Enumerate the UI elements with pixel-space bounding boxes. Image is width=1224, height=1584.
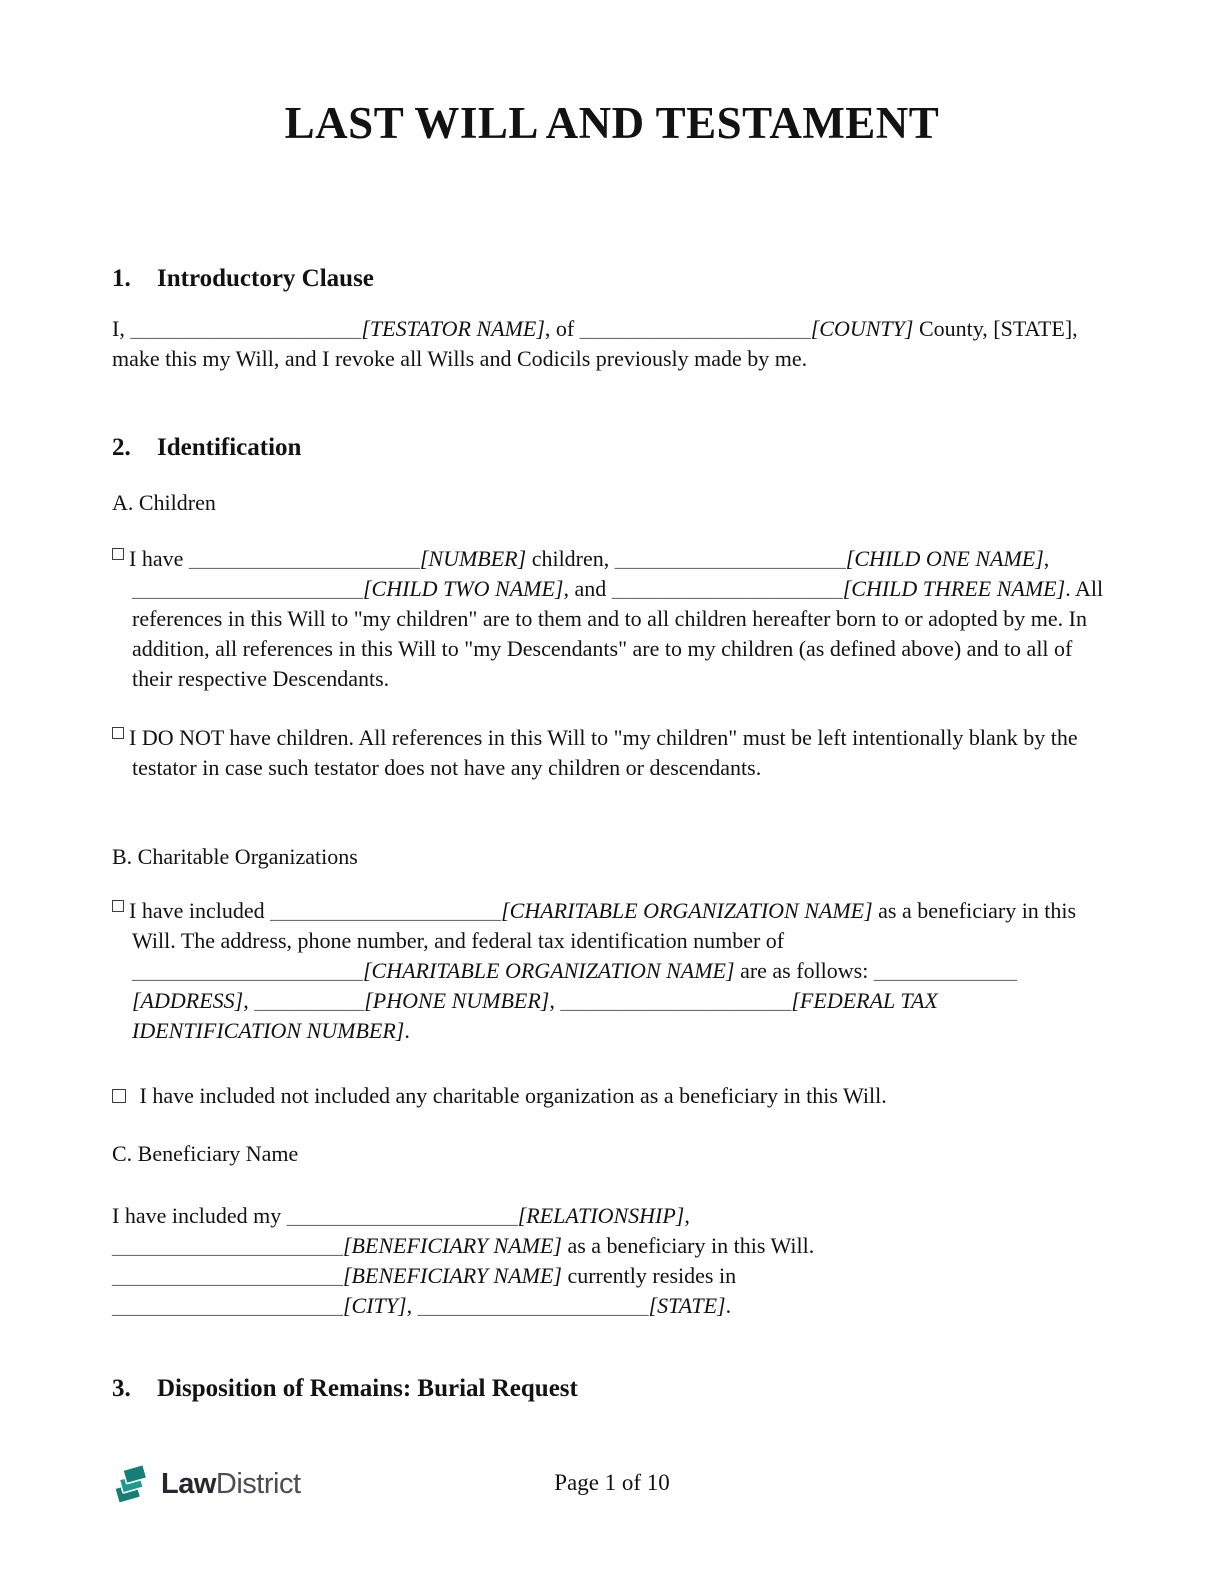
paragraph: I, _____________________[TESTATOR NAME], of _____________________[COUNTY] County, [STATE], make this my Will, and I revoke all Wills and Codicils previously made by me. xyxy=(112,316,1078,371)
placeholder-field: [TESTATOR NAME] xyxy=(361,316,545,341)
lawdistrict-logo xyxy=(112,1464,301,1504)
page-number-label: Page 1 of 10 xyxy=(554,1470,670,1495)
subsection-label: A. Children xyxy=(112,490,216,515)
placeholder-field: [CHILD TWO NAME] xyxy=(363,576,564,601)
placeholder-field: [PHONE NUMBER] xyxy=(364,988,550,1013)
section-heading xyxy=(112,264,1112,294)
subsection-label: B. Charitable Organizations xyxy=(112,844,358,869)
checkbox-clause: I have _____________________[NUMBER] children, _____________________[CHILD ONE NAME], _____________________[CHILD TWO NAME], and _____________________[CHILD THREE NAME]. All references in this Will to "my children" are to them and to all children hereafter born to or adopted by me. In addition, all references in this Will to "my Descendants" are to my children (as defined above) and to all of their respective Descendants. xyxy=(112,544,1112,694)
blank-line: __________ xyxy=(254,988,365,1013)
placeholder-field: [CITY] xyxy=(343,1293,407,1318)
blank-line: _____________________ xyxy=(112,1233,343,1258)
section-title: Identification xyxy=(157,434,302,461)
placeholder-field: [CHILD THREE NAME] xyxy=(842,576,1066,601)
blank-line: _____________________ xyxy=(112,1263,343,1288)
checkbox-clause: I have included _____________________[CHARITABLE ORGANIZATION NAME] as a beneficiary in this Will. The address, phone number, and federal tax identification number of _____________________[CHARITABLE ORGANIZATION NAME] are as follows: _____________ [ADDRESS], __________[PHONE NUMBER], _____________________[FEDERAL TAX IDENTIFICATION NUMBER]. xyxy=(112,896,1112,1046)
section-number: 3. xyxy=(112,1375,131,1402)
blank-line: _____________________ xyxy=(611,576,843,601)
paragraph: I have included my _____________________[RELATIONSHIP], _____________________[BENEFICIARY NAME] as a beneficiary in this Will. _____________________[BENEFICIARY NAME] currently resides in _____________________[CITY], _____________________[STATE]. xyxy=(112,1203,815,1318)
stacked-pages-icon xyxy=(112,1464,154,1504)
blank-line: _____________________ xyxy=(188,546,420,571)
subsection-label: C. Beneficiary Name xyxy=(112,1141,299,1166)
blank-line: _____________________ xyxy=(560,988,792,1013)
checkbox[interactable] xyxy=(112,727,124,739)
document-title: LAST WILL AND TESTAMENT xyxy=(284,98,940,148)
page-footer xyxy=(112,1462,1112,1512)
blank-line: _____________________ xyxy=(579,316,811,341)
placeholder-field: [BENEFICIARY NAME] xyxy=(343,1263,562,1288)
blank-line: _____________________ xyxy=(132,958,363,983)
section-title: Disposition of Remains: Burial Request xyxy=(157,1375,578,1402)
blank-line: _____________________ xyxy=(614,546,846,571)
brand-text-law: Law xyxy=(161,1468,216,1500)
section-heading xyxy=(112,1374,1112,1404)
brand-text xyxy=(161,1464,301,1504)
blank-line: _____________________ xyxy=(286,1203,518,1228)
checkbox[interactable] xyxy=(112,900,124,912)
blank-line: _____________________ xyxy=(132,576,363,601)
checkbox-clause: I DO NOT have children. All references in this Will to "my children" must be left intentionally blank by the testator in case such testator does not have any children or descendants. xyxy=(112,723,1112,783)
blank-line: _____________________ xyxy=(112,1293,343,1318)
document-body xyxy=(112,264,1112,1404)
checkbox[interactable] xyxy=(112,1089,126,1103)
blank-line: _____________________ xyxy=(270,898,502,923)
blank-line: _____________________ xyxy=(417,1293,649,1318)
placeholder-field: [FEDERAL TAX IDENTIFICATION NUMBER] xyxy=(132,988,938,1043)
section-number: 2. xyxy=(112,434,131,461)
placeholder-field: [RELATIONSHIP] xyxy=(517,1203,685,1228)
placeholder-field: [CHILD ONE NAME] xyxy=(845,546,1044,571)
checkbox[interactable] xyxy=(112,548,124,560)
section-title: Introductory Clause xyxy=(157,265,374,292)
placeholder-field: [COUNTY] xyxy=(810,316,914,341)
brand-text-district: District xyxy=(215,1468,301,1500)
section-heading xyxy=(112,433,1112,463)
blank-line: _____________ xyxy=(873,958,1017,983)
placeholder-field: [BENEFICIARY NAME] xyxy=(343,1233,562,1258)
placeholder-field: [CHARITABLE ORGANIZATION NAME] xyxy=(363,958,735,983)
checkbox-clause: I have included not included any charitable organization as a beneficiary in this Will. xyxy=(112,1081,1112,1111)
placeholder-field: [NUMBER] xyxy=(419,546,527,571)
placeholder-field: [STATE] xyxy=(648,1293,726,1318)
placeholder-field: [ADDRESS] xyxy=(132,988,244,1013)
placeholder-field: [CHARITABLE ORGANIZATION NAME] xyxy=(501,898,873,923)
blank-line: _____________________ xyxy=(130,316,362,341)
section-number: 1. xyxy=(112,265,131,292)
